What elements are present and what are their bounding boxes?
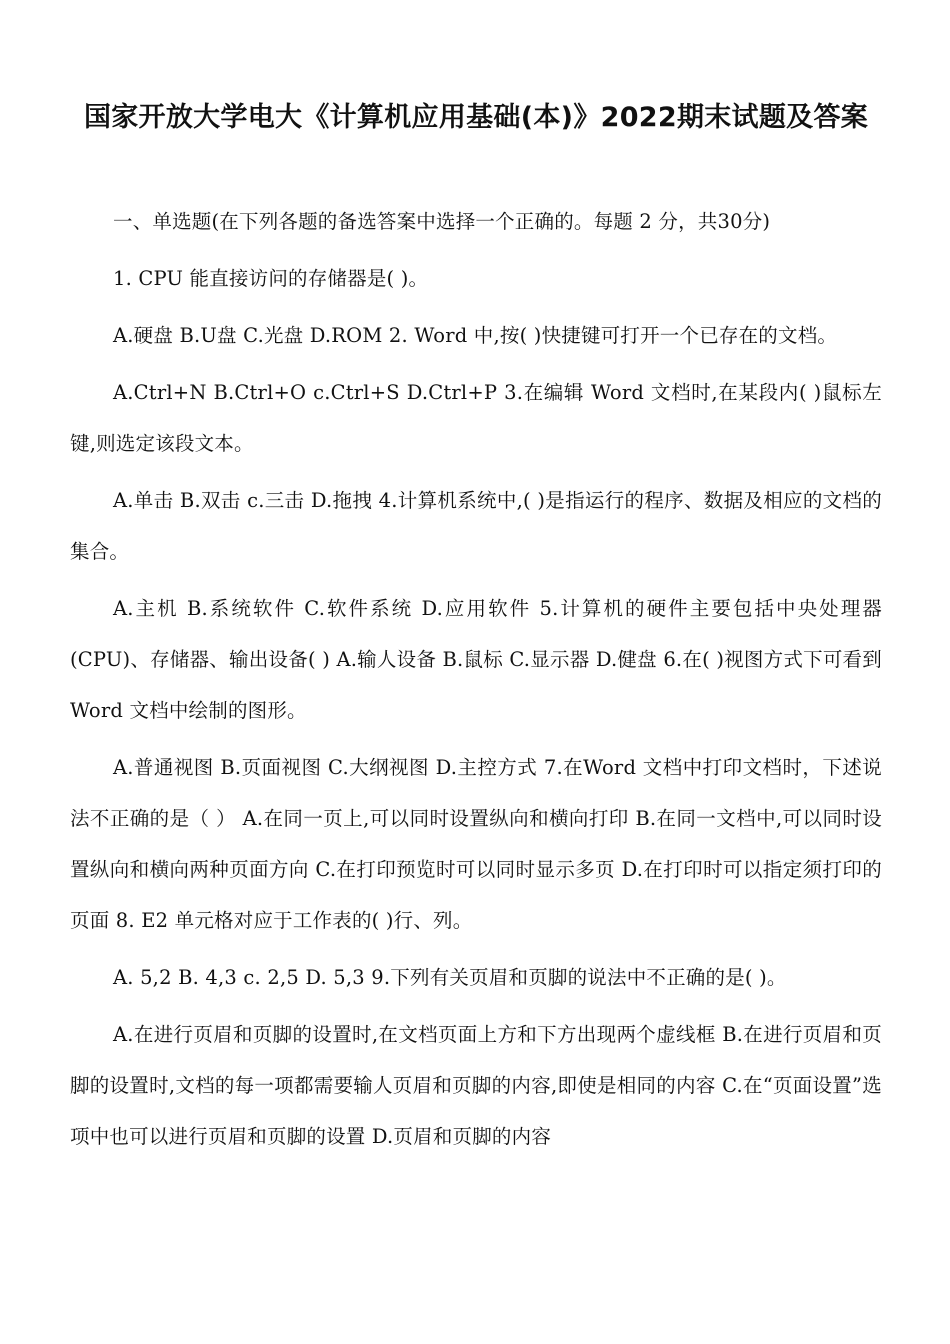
paragraph: A.硬盘 B.U盘 C.光盘 D.ROM 2. Word 中,按( )快捷键可打开一个已存在的文档。 xyxy=(113,324,838,347)
document-title: 国家开放大学电大《计算机应用基础(本)》2022期末试题及答案 xyxy=(83,102,869,133)
paragraph: A.普通视图 B.页面视图 C.大纲视图 D.主控方式 7.在Word 文档中打印文档时，下述说法不正确的是（ ） A.在同一页上,可以同时设置纵向和横向打印 B.在同一文档中,可以同时设置纵向和横向两种页面方向 C.在打印预览时可以同时显示多页 D.在打印时可以指定须打印的页面 8. E2 单元格对应于工作表的( )行、列。 xyxy=(70,756,882,932)
paragraph: A.在进行页眉和页脚的设置时,在文档页面上方和下方出现两个虚线框 B.在进行页眉和页脚的设置时,文档的每一项都需要输人页眉和页脚的内容,即使是相同的内容 C.在“页面设置”选项中也可以进行页眉和页脚的设置 D.页眉和页脚的内容 xyxy=(70,1023,882,1148)
paragraph: A.单击 B.双击 c.三击 D.拖拽 4.计算机系统中,( )是指运行的程序、数据及相应的文档的集合。 xyxy=(70,489,882,563)
section-heading: 一、单选题(在下列各题的备选答案中选择一个正确的。每题 2 分，共30分) xyxy=(113,210,771,233)
document-body xyxy=(70,196,882,1162)
paragraph: A.主机 B.系统软件 C.软件系统 D.应用软件 5.计算机的硬件主要包括中央处理器(CPU)、存储器、输出设备( ) A.输人设备 B.鼠标 C.显示器 D.健盘 6.在( )视图方式下可看到 Word 文档中绘制的图形。 xyxy=(70,597,882,722)
paragraph: 1. CPU 能直接访问的存储器是( )。 xyxy=(113,267,429,290)
paragraph: A.Ctrl+N B.Ctrl+O c.Ctrl+S D.Ctrl+P 3.在编辑 Word 文档时,在某段内( )鼠标左键,则选定该段文本。 xyxy=(70,381,882,455)
paragraph: A. 5,2 B. 4,3 c. 2,5 D. 5,3 9.下列有关页眉和页脚的说法中不正确的是( )。 xyxy=(113,966,787,989)
